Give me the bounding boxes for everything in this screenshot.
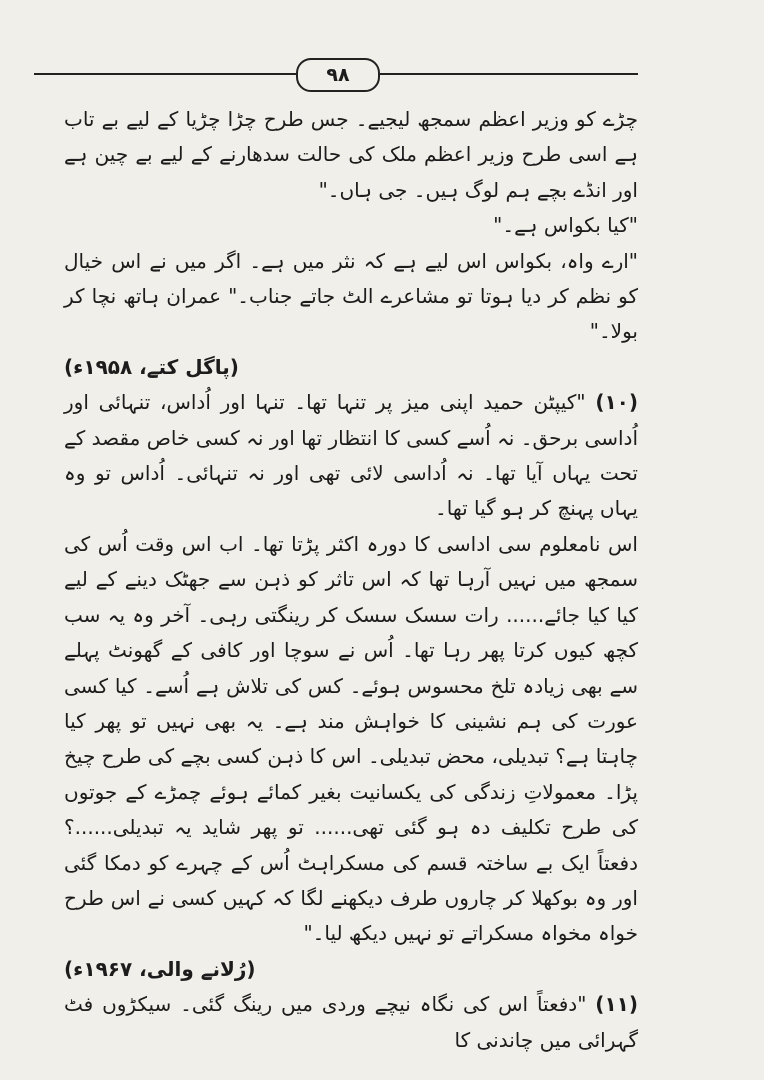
page-number: ۹۸ bbox=[296, 58, 380, 92]
item-number: (۱۰) bbox=[595, 390, 639, 415]
item-text: "کیپٹن حمید اپنی میز پر تنہا تھا۔ تنہا اور اُداس، تنہائی اور اُداسی برحق۔ نہ اُسے کسی کا انتظار تھا اور نہ کسی خاص مقصد کے تحت یہاں آیا تھا۔ نہ اُداسی لائی تھی اور نہ تنہائی۔ اُداس تو وہ یہاں پہنچ کر ہو گیا تھا۔ bbox=[64, 390, 638, 521]
citation: (پاگل کتے، ۱۹۵۸ء) bbox=[64, 354, 239, 379]
paragraph: "ارے واہ، بکواس اس لیے ہے کہ نثر میں ہے۔ اگر میں نے اس خیال کو نظم کر دیا ہوتا تو مشاعرے الٹ جاتے جناب۔" عمران ہاتھ نچا کر بولا۔" bbox=[64, 248, 638, 344]
page-body bbox=[64, 102, 638, 1058]
item-text: "دفعتاً اس کی نگاہ نیچے وردی میں رینگ گئی۔ سیکڑوں فٹ گہرائی میں چاندنی کا bbox=[64, 992, 638, 1052]
paragraph: "کیا بکواس ہے۔" bbox=[493, 213, 638, 238]
numbered-item-10 bbox=[64, 385, 638, 527]
item-number: (۱۱) bbox=[595, 992, 638, 1017]
numbered-item-11 bbox=[64, 987, 638, 1058]
citation: (رُلانے والی، ۱۹۶۷ء) bbox=[64, 956, 256, 981]
paragraph: اس نامعلوم سی اداسی کا دورہ اکثر پڑتا تھا۔ اب اس وقت اُس کی سمجھ میں نہیں آرہا تھا کہ اس تاثر کو ذہن سے جھٹک دینے کے لیے کیا کیا جائے...... رات سسک سسک کر رینگتی رہی۔ آخر وہ یہ سب کچھ کیوں کرتا پھر رہا تھا۔ اُس نے سوچا اور کافی کے گھونٹ پہلے سے بھی زیادہ تلخ محسوس ہوئے۔ کس کی تلاش ہے اُسے۔ کیا کسی عورت کی ہم نشینی کا خواہش مند ہے۔ یہ بھی نہیں تو پھر کیا چاہتا ہے؟ تبدیلی، محض تبدیلی۔ اس کا ذہن کسی بچے کی طرح چیخ پڑا۔ معمولاتِ زندگی کی یکسانیت بغیر کمائے ہوئے چمڑے کے جوتوں کی طرح تکلیف دہ ہو گئی تھی...... تو پھر شاید یہ تبدیلی......؟ دفعتاً ایک بے ساختہ قسم کی مسکراہٹ اُس کے چہرے کو دمکا گئی اور وہ بوکھلا کر چاروں طرف دیکھنے لگا کہ کہیں کسی نے اس طرح خواہ مخواہ مسکراتے تو نہیں دیکھ لیا۔" bbox=[64, 531, 638, 946]
paragraph: چڑے کو وزیر اعظم سمجھ لیجیے۔ جس طرح چڑا چڑیا کے لیے بے تاب ہے اسی طرح وزیر اعظم ملک کی حالت سدھارنے کے لیے بے چین ہے اور انڈے بچے ہم لوگ ہیں۔ جی ہاں۔" bbox=[64, 107, 638, 202]
